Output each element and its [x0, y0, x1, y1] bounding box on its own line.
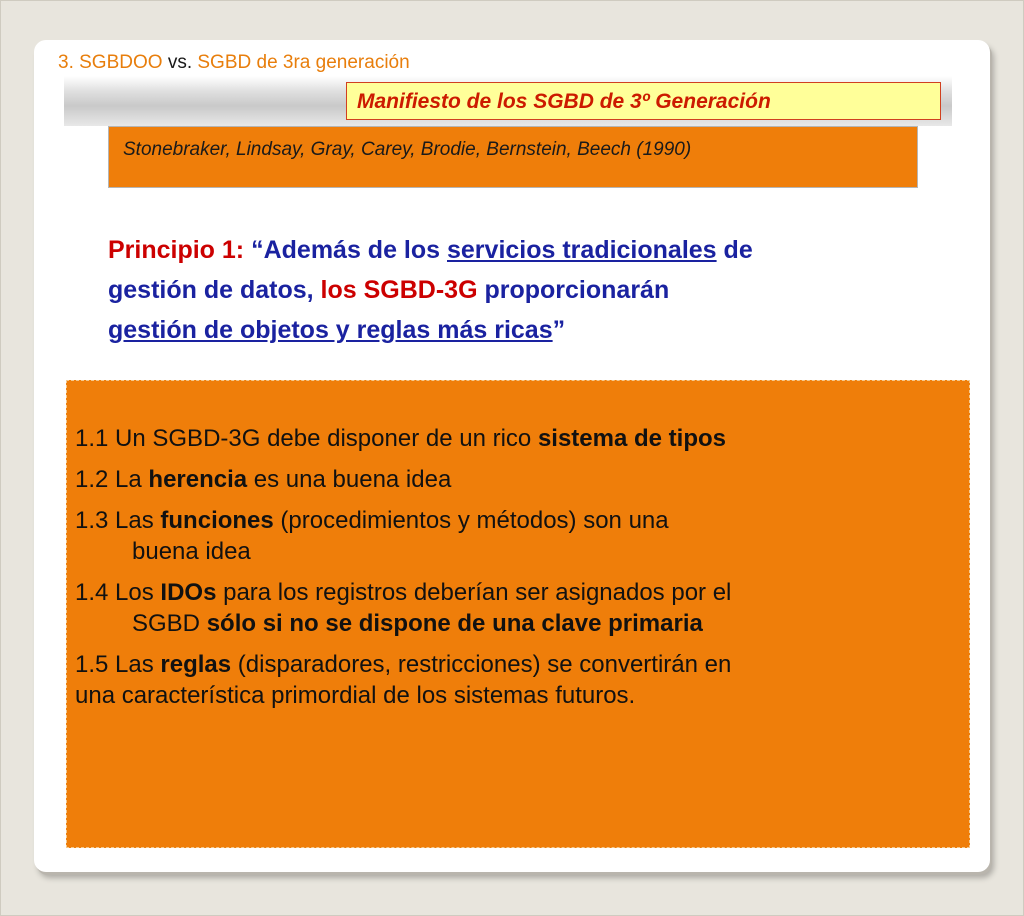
principle-los-sgbd: los SGBD-3G	[320, 276, 478, 304]
list-item	[75, 505, 955, 567]
principle-de: de	[723, 236, 753, 264]
principle-statement	[108, 230, 948, 350]
list-item	[75, 649, 955, 711]
manifesto-title: Manifiesto de los SGBD de 3º Generación	[346, 82, 941, 120]
principle-comma: ,	[306, 276, 314, 304]
item-text: para los registros deberían ser asignados por el	[216, 579, 732, 606]
principle-proporcionaran: proporcionarán	[484, 276, 670, 304]
item-text: 1.4 Los	[75, 579, 161, 606]
item-continuation	[75, 608, 955, 639]
item-bold: IDOs	[160, 579, 217, 606]
item-continuation: una característica primordial de los sistemas futuros.	[75, 682, 636, 709]
item-bold: funciones	[160, 507, 274, 534]
item-bold: reglas	[160, 651, 232, 678]
item-bold: herencia	[148, 466, 248, 493]
item-text: 1.2 La	[75, 466, 149, 493]
item-text: (procedimientos y métodos) son una	[273, 507, 669, 534]
principle-services: servicios tradicionales	[447, 236, 717, 264]
principle-gestion-datos: gestión de datos	[108, 276, 307, 304]
item-continuation: buena idea	[132, 538, 251, 565]
item-bold: sistema de tipos	[537, 425, 726, 452]
item-text: SGBD	[132, 610, 207, 637]
authors-text: Stonebraker, Lindsay, Gray, Carey, Brodie, Bernstein, Beech (1990)	[123, 139, 692, 160]
item-text: 1.5 Las	[75, 651, 161, 678]
principles-box	[66, 380, 970, 848]
item-bold: sólo si no se dispone de una clave primaria	[206, 610, 703, 637]
title-part1: 3. SGBDOO	[58, 52, 163, 73]
slide	[34, 40, 990, 872]
principle-open: “Además de los	[251, 236, 441, 264]
list-item	[75, 577, 955, 639]
item-text: (disparadores, restricciones) se convertirán en	[231, 651, 732, 678]
principle-gestion-objetos: gestión de objetos y reglas más ricas	[108, 316, 553, 344]
list-item	[75, 423, 955, 454]
item-text: es una buena idea	[247, 466, 452, 493]
list-item	[75, 464, 955, 495]
item-text: 1.3 Las	[75, 507, 161, 534]
title-vs: vs.	[167, 52, 193, 73]
principle-label: Principio 1:	[108, 236, 245, 264]
title-part2: SGBD de 3ra generación	[197, 52, 410, 73]
principles-list	[75, 423, 955, 721]
authors-box	[108, 126, 918, 188]
slide-title	[58, 52, 410, 74]
principle-close: ”	[552, 316, 566, 344]
item-text: 1.1 Un SGBD-3G debe disponer de un rico	[75, 425, 538, 452]
